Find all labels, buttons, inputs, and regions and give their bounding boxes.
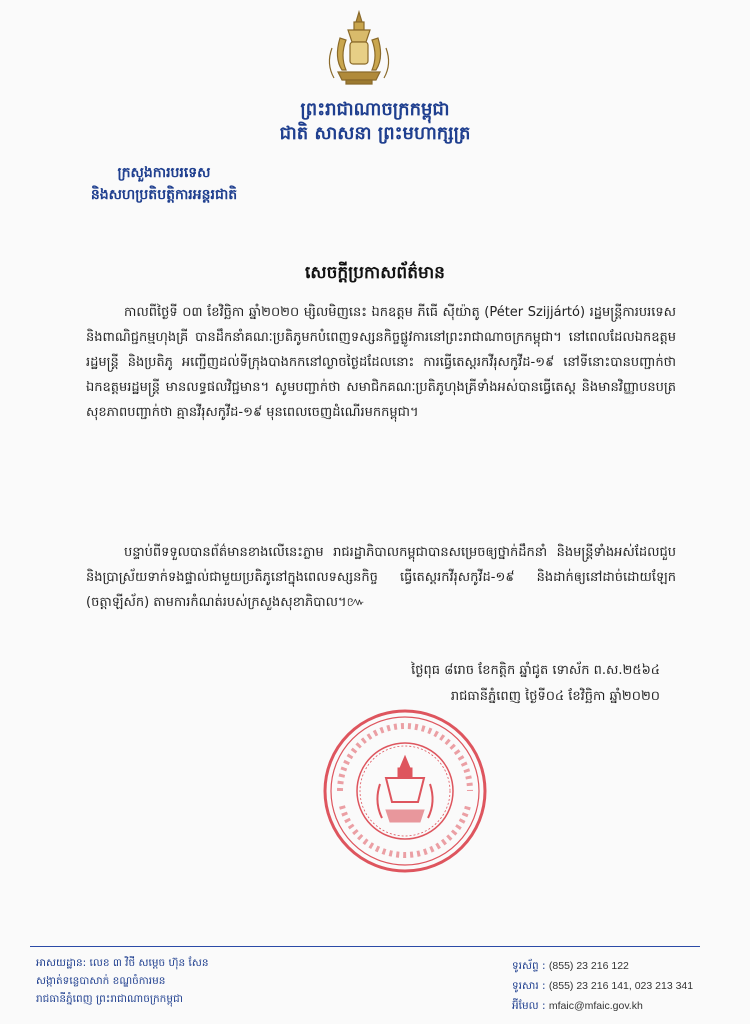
kingdom-name: ព្រះរាជាណាចក្រកម្ពុជា [300,99,450,120]
national-motto: ជាតិ សាសនា ព្រះមហាក្សត្រ [279,123,471,144]
footer-divider [30,946,700,947]
royal-emblem-icon [318,8,400,90]
phone-row [512,956,732,976]
fax-label: ទូរសារ : [512,980,546,992]
address-line-1: អាសយដ្ឋាន: លេខ ៣ វិថី សម្តេច ហ៊ុន សែន [36,957,209,969]
email-label: អ៊ីមែល : [512,1000,546,1012]
signoff-block [360,658,660,710]
kingdom-heading [240,98,510,146]
ministry-heading [54,162,274,206]
document-title: សេចក្តីប្រកាសព័ត៌មាន [305,263,445,283]
fax-value: (855) 23 216 141, 023 213 341 [548,980,694,992]
fax-row [512,976,732,996]
ministry-name-line1: ក្រសួងការបរទេស [117,165,211,181]
paragraph-2: បន្ទាប់ពីទទួលបានព័ត៌មានខាងលើនេះភ្លាម រាជរដ្ឋាភិបាលកម្ពុជាបានសម្រេចឲ្យថ្នាក់ដឹកនាំ និងមន្ត្រីទាំងអស់ដែលជួបនិងប្រាស្រ័យទាក់ទងផ្ទាល់ជាមួយប្រតិភូនៅក្នុងពេលទស្សនកិច្ច ធ្វើតេស្តរកវីរុសកូវីដ-១៩ និងដាក់ឲ្យនៅដាច់ដោយឡែក (ចត្តាឡីស័ក) តាមការកំណត់របស់ក្រសួងសុខាភិបាល។៚ [86,545,676,610]
email-value: mfaic@mfaic.gov.kh [548,1000,643,1012]
footer-address [36,954,396,1008]
ministry-name-line2: និងសហប្រតិបត្តិការអន្តរជាតិ [90,187,238,203]
official-seal-icon [320,706,490,876]
paragraph-1: កាលពីថ្ងៃទី ០៣ ខែវិច្ឆិកា ឆ្នាំ២០២០ ម្សិលមិញនេះ ឯកឧត្តម ភីធើ ស៊ីយ៉ាតូ (Péter Szijjártó) រដ្ឋមន្ត្រីការបរទេសនិងពាណិជ្ជកម្មហុងគ្រី បានដឹកនាំគណៈប្រតិភូមកបំពេញទស្សនកិច្ចផ្លូវការនៅព្រះរាជាណាចក្រកម្ពុជា។ នៅពេលដែលឯកឧត្តមរដ្ឋមន្ត្រី និងប្រតិភូ អញ្ជើញដល់ទីក្រុងបាងកកនៅល្ងាចថ្ងៃដដែលនោះ ការធ្វើតេស្តរកវីរុសកូវីដ-១៩ នៅទីនោះបានបញ្ជាក់ថា ឯកឧត្តមរដ្ឋមន្ត្រី មានលទ្ធផលវិជ្ជមាន។ សូមបញ្ជាក់ថា សមាជិកគណៈប្រតិភូហុងគ្រីទាំងអស់បានធ្វើតេស្ត និងមានវិញ្ញាបនបត្រសុខភាពបញ្ជាក់ថា គ្មានវីរុសកូវីដ-១៩ មុនពេលចេញដំណើរមកកម្ពុជា។ [86,305,676,420]
lunar-date: ថ្ងៃពុធ ៨រោច ខែកត្តិក ឆ្នាំជូត ទោស័ក ព.ស.២៥៦៤ [411,663,660,678]
email-row [512,996,732,1016]
phone-label: ទូរស័ព្ទ : [512,960,546,972]
address-line-2: សង្កាត់ទន្លេបាសាក់ ខណ្ឌចំការមន [36,975,166,987]
footer-contacts [512,956,732,1016]
address-line-3: រាជធានីភ្នំពេញ ព្រះរាជាណាចក្រកម្ពុជា [36,993,183,1005]
phone-value: (855) 23 216 122 [548,960,629,972]
place-and-date: រាជធានីភ្នំពេញ ថ្ងៃទី០៤ ខែវិច្ឆិកា ឆ្នាំ២០២០ [450,689,660,704]
